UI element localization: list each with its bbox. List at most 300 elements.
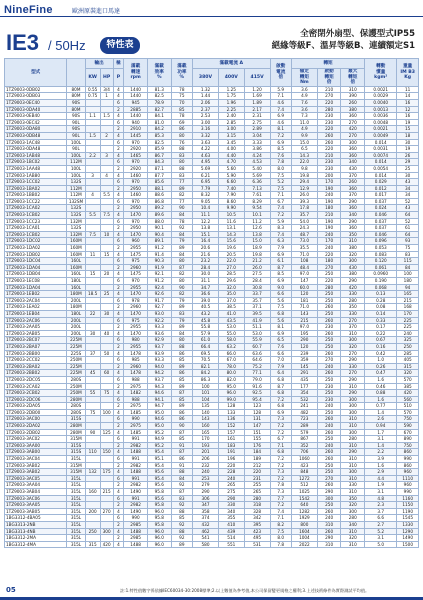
table-cell: 541 bbox=[193, 535, 219, 542]
table-cell: 86 bbox=[171, 416, 193, 423]
table-cell: 4 bbox=[113, 192, 124, 199]
table-cell: 551 bbox=[218, 541, 244, 548]
table-cell: 2960 bbox=[124, 363, 148, 370]
model-cell: 1TZ9003-3AC02 bbox=[5, 436, 67, 443]
table-cell: 253 bbox=[193, 475, 219, 482]
table-cell: 5.69 bbox=[244, 172, 270, 179]
table-cell: 315 bbox=[85, 541, 100, 548]
table-cell: 7.5 bbox=[85, 231, 100, 238]
table-cell: 230 bbox=[317, 383, 341, 390]
table-cell bbox=[85, 264, 100, 271]
table-cell: 0.17 bbox=[365, 324, 397, 331]
table-cell: 8.60 bbox=[218, 198, 244, 205]
table-cell: 200 bbox=[317, 172, 341, 179]
table-cell: 960 bbox=[124, 238, 148, 245]
table-cell: 94.0 bbox=[147, 363, 171, 370]
table-cell: 280S bbox=[67, 409, 85, 416]
table-cell: 0.0021 bbox=[365, 86, 397, 93]
table-row bbox=[5, 469, 419, 476]
table-cell: 91.2 bbox=[147, 278, 171, 285]
model-cell: 1TZ9003-2CA02 bbox=[5, 383, 67, 390]
table-row bbox=[5, 423, 419, 430]
table-cell bbox=[85, 185, 100, 192]
table-cell: 12 bbox=[397, 106, 419, 113]
table-cell: 990 bbox=[397, 456, 419, 463]
table-cell: 4 bbox=[113, 113, 124, 120]
table-cell: 265 bbox=[218, 482, 244, 489]
table-cell: 7.5 bbox=[270, 528, 292, 535]
table-cell bbox=[100, 146, 113, 153]
model-cell: 1BG3313-4NB bbox=[5, 528, 67, 535]
table-cell: 90S bbox=[67, 126, 85, 133]
model-cell: 1TZ9003-2BB00 bbox=[5, 350, 67, 357]
table-cell: 2 bbox=[113, 106, 124, 113]
table-cell: 280S bbox=[67, 403, 85, 410]
table-cell: 7.6 bbox=[270, 343, 292, 350]
table-cell: 191 bbox=[218, 449, 244, 456]
table-cell: 2955 bbox=[124, 343, 148, 350]
table-cell: 81.0 bbox=[147, 119, 171, 126]
table-cell: 34.7 bbox=[193, 284, 219, 291]
table-cell: 6.3 bbox=[270, 238, 292, 245]
table-cell: 95.6 bbox=[147, 495, 171, 502]
table-cell bbox=[100, 297, 113, 304]
table-cell: 2955 bbox=[124, 324, 148, 331]
table-row bbox=[5, 179, 419, 186]
table-cell: 89 bbox=[171, 304, 193, 311]
model-cell: 1TZ9003-0EC42 bbox=[5, 119, 67, 126]
table-cell: 6 bbox=[113, 337, 124, 344]
table-cell: 95.1 bbox=[147, 456, 171, 463]
table-cell: 90.1 bbox=[147, 225, 171, 232]
table-cell: 250 bbox=[85, 528, 100, 535]
table-cell: 6.4 bbox=[270, 370, 292, 377]
table-cell bbox=[100, 482, 113, 489]
table-cell: 37.1 bbox=[244, 304, 270, 311]
model-cell: 1TZ9003-3AB04 bbox=[5, 489, 67, 496]
table-row bbox=[5, 363, 419, 370]
table-cell: 395 bbox=[244, 521, 270, 528]
table-cell: 92.2 bbox=[147, 317, 171, 324]
table-cell: 430 bbox=[341, 264, 365, 271]
table-cell: 11 bbox=[85, 251, 100, 258]
model-cell: 1TZ9003-1BB02 bbox=[5, 192, 67, 199]
table-cell: 80 bbox=[171, 337, 193, 344]
table-cell: 136 bbox=[218, 416, 244, 423]
table-cell: 410 bbox=[218, 521, 244, 528]
table-cell: 4 bbox=[113, 469, 124, 476]
table-cell: 71.0 bbox=[292, 304, 318, 311]
table-cell: 0.75 bbox=[85, 93, 100, 100]
table-cell: 2 bbox=[100, 132, 113, 139]
model-cell: 1TZ9003-1EB04 bbox=[5, 310, 67, 317]
table-cell: 193 bbox=[193, 442, 219, 449]
table-cell: 1290 bbox=[397, 528, 419, 535]
table-cell: 2950 bbox=[124, 205, 148, 212]
table-cell: 6.9 bbox=[270, 113, 292, 120]
table-cell: 132 bbox=[85, 469, 100, 476]
table-cell: 315L bbox=[67, 502, 85, 509]
table-cell: 1490 bbox=[397, 535, 419, 542]
model-cell: 1TZ9003-2DC05 bbox=[5, 376, 67, 383]
table-cell: 32.0 bbox=[218, 284, 244, 291]
table-cell: 7.3 bbox=[270, 489, 292, 496]
table-cell bbox=[85, 317, 100, 324]
table-cell: 6.36 bbox=[244, 179, 270, 186]
table-cell: 260 bbox=[317, 429, 341, 436]
table-cell bbox=[100, 264, 113, 271]
table-cell: 290 bbox=[193, 489, 219, 496]
table-row bbox=[5, 462, 419, 469]
table-cell: 90 bbox=[171, 284, 193, 291]
table-cell: 29 bbox=[397, 159, 419, 166]
table-cell: 320 bbox=[341, 535, 365, 542]
table-cell: 420 bbox=[397, 390, 419, 397]
table-cell: 340 bbox=[341, 159, 365, 166]
table-row bbox=[5, 139, 419, 146]
table-cell: 1.5 bbox=[100, 113, 113, 120]
table-cell: 6.8 bbox=[270, 449, 292, 456]
table-cell: 155 bbox=[244, 436, 270, 443]
table-cell: 180 bbox=[317, 258, 341, 265]
table-cell: 241 bbox=[292, 403, 318, 410]
table-cell: 39.3 bbox=[292, 198, 318, 205]
table-cell: 2.89 bbox=[244, 126, 270, 133]
table-cell: 350 bbox=[341, 495, 365, 502]
table-cell: 240 bbox=[317, 231, 341, 238]
table-cell: 84 bbox=[171, 475, 193, 482]
table-cell: 960 bbox=[397, 482, 419, 489]
table-cell: 2 bbox=[113, 146, 124, 153]
table-cell: 92.9 bbox=[147, 337, 171, 344]
table-cell: 1445 bbox=[124, 132, 148, 139]
model-cell: 1TZ9003-1DB02 bbox=[5, 251, 67, 258]
table-row bbox=[5, 409, 419, 416]
table-cell: 30.8 bbox=[244, 284, 270, 291]
table-cell: 8.0 bbox=[270, 165, 292, 172]
table-row bbox=[5, 416, 419, 423]
table-cell: 1.6 bbox=[365, 396, 397, 403]
table-cell: 991 bbox=[124, 436, 148, 443]
table-cell: 48.7 bbox=[292, 231, 318, 238]
table-cell: 40.5 bbox=[193, 304, 219, 311]
table-cell: 86.3 bbox=[193, 376, 219, 383]
table-cell: 160M bbox=[67, 238, 85, 245]
table-cell bbox=[85, 297, 100, 304]
model-cell: 1TZ9003-1CA01 bbox=[5, 225, 67, 232]
table-cell: 2.85 bbox=[218, 119, 244, 126]
table-row bbox=[5, 198, 419, 205]
table-cell: 439 bbox=[218, 528, 244, 535]
table-cell bbox=[85, 462, 100, 469]
table-cell: 6 bbox=[113, 456, 124, 463]
table-row bbox=[5, 508, 419, 515]
table-cell bbox=[100, 238, 113, 245]
table-cell: 89 bbox=[171, 541, 193, 548]
table-cell: 2.3 bbox=[365, 502, 397, 509]
table-cell: 220 bbox=[317, 146, 341, 153]
table-cell: 100 bbox=[100, 409, 113, 416]
table-cell: 12.2 bbox=[193, 218, 219, 225]
table-cell: 1545 bbox=[397, 515, 419, 522]
table-cell: 93.7 bbox=[147, 343, 171, 350]
table-cell: 80 bbox=[171, 159, 193, 166]
table-cell: 328 bbox=[244, 508, 270, 515]
table-cell: 330 bbox=[341, 482, 365, 489]
table-cell bbox=[100, 376, 113, 383]
table-cell: 2.7 bbox=[365, 521, 397, 528]
table-cell: 180 bbox=[397, 278, 419, 285]
table-cell: 231 bbox=[244, 475, 270, 482]
table-cell: 280 bbox=[341, 515, 365, 522]
table-cell: 6.21 bbox=[193, 172, 219, 179]
table-cell: 84 bbox=[171, 330, 193, 337]
table-cell: 7.2 bbox=[270, 456, 292, 463]
table-row bbox=[5, 278, 419, 285]
table-cell: 260 bbox=[317, 456, 341, 463]
table-cell: 279 bbox=[193, 482, 219, 489]
table-row bbox=[5, 297, 419, 304]
model-cell: 1TZ9003-2AC06 bbox=[5, 317, 67, 324]
table-cell: 10.1 bbox=[244, 212, 270, 219]
table-cell: 240 bbox=[317, 245, 341, 252]
model-cell: 1TZ9003-0DA48 bbox=[5, 146, 67, 153]
table-cell: 8.7 bbox=[270, 264, 292, 271]
table-cell: 360 bbox=[341, 225, 365, 232]
table-cell: 75 bbox=[100, 390, 113, 397]
table-cell: 95.4 bbox=[147, 462, 171, 469]
table-cell: 85 bbox=[171, 436, 193, 443]
table-cell: 152 bbox=[218, 423, 244, 430]
table-cell bbox=[85, 218, 100, 225]
table-cell: 6.9 bbox=[270, 251, 292, 258]
table-cell: 260 bbox=[341, 99, 365, 106]
table-cell: 0.014 bbox=[365, 159, 397, 166]
table-cell: 2985 bbox=[124, 521, 148, 528]
table-cell: 2.6 bbox=[365, 416, 397, 423]
col-weight: 重量 IM B3 Kg bbox=[397, 59, 419, 87]
table-cell: 15.1 bbox=[193, 231, 219, 238]
table-cell: 78 bbox=[171, 86, 193, 93]
table-row bbox=[5, 264, 419, 271]
table-cell: 53.0 bbox=[218, 324, 244, 331]
table-cell: 380 bbox=[341, 106, 365, 113]
table-cell: 79.0 bbox=[244, 376, 270, 383]
table-row bbox=[5, 159, 419, 166]
model-cell: 1TZ9003-3AB02 bbox=[5, 469, 67, 476]
table-cell: 860 bbox=[397, 449, 419, 456]
table-cell: 2 bbox=[113, 462, 124, 469]
table-cell: 2910 bbox=[124, 126, 148, 133]
model-cell: 1TZ9003-1CC02 bbox=[5, 179, 67, 186]
table-cell: 240 bbox=[317, 423, 341, 430]
table-cell: 420 bbox=[341, 126, 365, 133]
table-cell: 6.7 bbox=[270, 198, 292, 205]
table-cell: 985 bbox=[124, 357, 148, 364]
table-cell: 5.90 bbox=[218, 172, 244, 179]
col-380v: 380V bbox=[193, 69, 219, 87]
table-row bbox=[5, 106, 419, 113]
model-cell: 1TZ9003-3AB02 bbox=[5, 462, 67, 469]
table-cell: 4.4 bbox=[365, 475, 397, 482]
table-cell: 15 bbox=[85, 271, 100, 278]
table-cell: 290 bbox=[341, 357, 365, 364]
table-cell bbox=[100, 396, 113, 403]
table-cell: 315S bbox=[67, 449, 85, 456]
table-cell: 180M bbox=[67, 291, 85, 298]
table-cell: 260 bbox=[317, 350, 341, 357]
table-cell: 315M bbox=[67, 436, 85, 443]
table-cell: 52 bbox=[397, 198, 419, 205]
table-cell: 3.6 bbox=[292, 86, 318, 93]
table-cell: 2 bbox=[113, 535, 124, 542]
table-cell: 1 bbox=[100, 93, 113, 100]
table-cell: 0.0048 bbox=[365, 119, 397, 126]
table-cell: 315L bbox=[67, 508, 85, 515]
table-cell: 970 bbox=[124, 139, 148, 146]
table-cell: 15.6 bbox=[218, 238, 244, 245]
table-cell: 0.068 bbox=[365, 284, 397, 291]
table-cell: 64.6 bbox=[244, 357, 270, 364]
table-cell: 1.20 bbox=[244, 86, 270, 93]
table-cell: 92 bbox=[171, 502, 193, 509]
table-cell: 1470 bbox=[124, 330, 148, 337]
table-cell: 86 bbox=[171, 370, 193, 377]
table-cell: 170 bbox=[317, 179, 341, 186]
table-cell: 82 bbox=[171, 192, 193, 199]
table-cell: 310 bbox=[341, 456, 365, 463]
table-cell: 0.046 bbox=[365, 212, 397, 219]
table-cell: 175 bbox=[100, 469, 113, 476]
table-cell: 4.95 bbox=[193, 159, 219, 166]
table-cell bbox=[85, 535, 100, 542]
table-cell: 39.0 bbox=[193, 297, 219, 304]
table-cell bbox=[85, 475, 100, 482]
table-cell: 8.3 bbox=[270, 225, 292, 232]
model-cell: 1TZ9003-2AA05 bbox=[5, 324, 67, 331]
table-cell: 128 bbox=[244, 409, 270, 416]
table-cell: 5.2 bbox=[365, 528, 397, 535]
table-cell: 43.5 bbox=[218, 317, 244, 324]
table-cell: 8.5 bbox=[270, 271, 292, 278]
table-cell bbox=[85, 343, 100, 350]
table-cell: 7.2 bbox=[270, 396, 292, 403]
table-cell: 89 bbox=[171, 383, 193, 390]
table-cell: 8.1 bbox=[270, 126, 292, 133]
table-cell: 90 bbox=[171, 205, 193, 212]
table-cell: 6.8 bbox=[270, 376, 292, 383]
table-cell: 2975 bbox=[124, 403, 148, 410]
table-row bbox=[5, 383, 419, 390]
table-cell: 7.3 bbox=[270, 469, 292, 476]
model-cell: 1TZ9003-1EC08 bbox=[5, 278, 67, 285]
table-cell: 147 bbox=[244, 423, 270, 430]
table-cell: 84 bbox=[171, 231, 193, 238]
table-cell: 250 bbox=[317, 310, 341, 317]
table-cell: 80 bbox=[171, 132, 193, 139]
table-cell bbox=[85, 165, 100, 172]
table-cell: 988 bbox=[124, 376, 148, 383]
table-cell: 230 bbox=[317, 119, 341, 126]
table-cell: 7.8 bbox=[270, 482, 292, 489]
model-cell: 1TZ9003-1CC22 bbox=[5, 198, 67, 205]
table-cell: 22.0 bbox=[292, 159, 318, 166]
model-cell: 1TZ9003-1AA48 bbox=[5, 165, 67, 172]
table-cell: 6 bbox=[113, 179, 124, 186]
table-cell: 92.7 bbox=[147, 304, 171, 311]
table-cell: 706 bbox=[292, 449, 318, 456]
table-cell: 96.0 bbox=[147, 528, 171, 535]
table-cell: 120 bbox=[292, 343, 318, 350]
table-cell: 6.7 bbox=[270, 436, 292, 443]
table-cell: 370 bbox=[341, 172, 365, 179]
table-cell: 2982 bbox=[124, 462, 148, 469]
table-cell: 2982 bbox=[124, 442, 148, 449]
table-cell: 260 bbox=[317, 449, 341, 456]
table-cell: 30 bbox=[397, 139, 419, 146]
table-cell: 3 bbox=[85, 172, 100, 179]
table-cell: 318 bbox=[244, 502, 270, 509]
table-cell: 0.190 bbox=[365, 278, 397, 285]
col-pole: 極 bbox=[113, 59, 124, 69]
table-cell: 1.7 bbox=[365, 429, 397, 436]
table-cell: 4 bbox=[113, 429, 124, 436]
table-row bbox=[5, 113, 419, 120]
table-cell bbox=[100, 245, 113, 252]
table-cell: 6.8 bbox=[270, 310, 292, 317]
table-cell: 0.096 bbox=[365, 238, 397, 245]
table-cell: 1490 bbox=[124, 508, 148, 515]
table-cell bbox=[100, 462, 113, 469]
table-cell: 0.0040 bbox=[365, 99, 397, 106]
table-cell: 41.9 bbox=[244, 317, 270, 324]
table-cell: 108 bbox=[292, 258, 318, 265]
table-row bbox=[5, 172, 419, 179]
table-cell: 2975 bbox=[124, 383, 148, 390]
table-cell: 560 bbox=[397, 396, 419, 403]
table-cell: 7.9 bbox=[270, 363, 292, 370]
table-cell: 38.5 bbox=[218, 304, 244, 311]
table-cell: 55.9 bbox=[244, 337, 270, 344]
table-cell bbox=[85, 139, 100, 146]
table-cell bbox=[100, 258, 113, 265]
table-cell: 0.67 bbox=[365, 337, 397, 344]
table-cell: 94 bbox=[397, 284, 419, 291]
table-cell: 189 bbox=[244, 456, 270, 463]
table-cell: 315L bbox=[67, 475, 85, 482]
table-cell: 26.0 bbox=[244, 264, 270, 271]
table-cell: 1488 bbox=[124, 541, 148, 548]
table-cell: 177 bbox=[292, 383, 318, 390]
table-cell: 270 bbox=[100, 508, 113, 515]
table-cell: 280M bbox=[67, 423, 85, 430]
table-cell: 310 bbox=[341, 238, 365, 245]
table-row bbox=[5, 343, 419, 350]
table-cell bbox=[85, 357, 100, 364]
table-cell: 93.3 bbox=[147, 324, 171, 331]
table-cell: 91.4 bbox=[147, 251, 171, 258]
table-row bbox=[5, 482, 419, 489]
table-cell: 6 bbox=[113, 139, 124, 146]
table-cell: 212 bbox=[244, 462, 270, 469]
model-cell: 1TZ9003-0DB03 bbox=[5, 93, 67, 100]
table-cell: 150 bbox=[100, 449, 113, 456]
model-cell: 1TZ9003-3AC06 bbox=[5, 495, 67, 502]
table-cell: 310 bbox=[341, 86, 365, 93]
table-row bbox=[5, 357, 419, 364]
table-cell: 970 bbox=[124, 198, 148, 205]
table-cell: 4 bbox=[113, 409, 124, 416]
